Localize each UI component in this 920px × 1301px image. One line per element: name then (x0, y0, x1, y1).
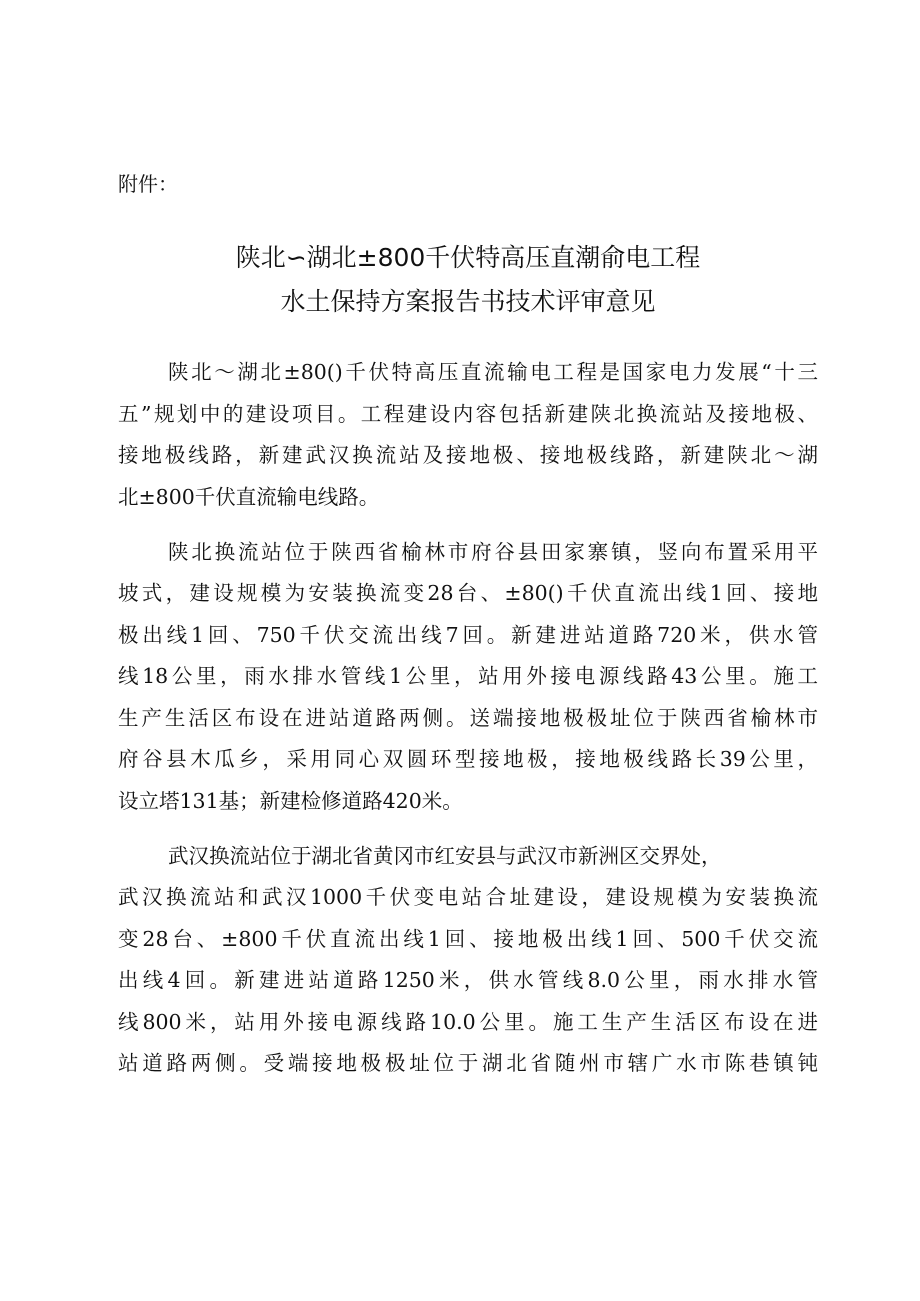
text-line: 出线4回。新建进站道路1250米，供水管线8.0公里，雨水排水管 (118, 968, 818, 992)
text-line: 府谷县木瓜乡，采用同心双圆环型接地极，接地极线路长39公里， (118, 747, 818, 771)
paragraph-wuhan-station (118, 836, 818, 1085)
attachment-label: 附件： (118, 172, 178, 196)
text-line: 线800米，站用外接电源线路10.0公里。施工生产生活区布设在进 (118, 1009, 818, 1034)
text-line: 陕北～湖北±80()千伏特高压直流输电工程是国家电力发展“十三 (168, 360, 818, 384)
text-line: 站道路两侧。受端接地极极址位于湖北省随州市辖广水市陈巷镇钝 (118, 1051, 818, 1075)
title-line-2: 水土保持方案报告书技术评审意见 (280, 287, 656, 316)
document-title (118, 236, 818, 324)
text-line: 坡式，建设规模为安装换流变28台、±80()千伏直流出线1回、接地 (118, 581, 818, 605)
text-line: 设立塔131基；新建检修道路420米。 (118, 788, 463, 813)
text-line: 陕北换流站位于陕西省榆林市府谷县田家寨镇，竖向布置采用平 (168, 539, 818, 564)
title-line-1: 陕北∽湖北±800千伏特高压直潮俞电工程 (235, 243, 701, 272)
paragraph-project-overview (118, 352, 818, 518)
text-line: 接地极线路，新建武汉换流站及接地极、接地极线路，新建陕北～湖 (118, 443, 818, 467)
text-line: 五”规划中的建设项目。工程建设内容包括新建陕北换流站及接地极、 (118, 401, 818, 426)
text-line: 生产生活区布设在进站道路两侧。送端接地极极址位于陕西省榆林市 (118, 705, 818, 730)
text-line: 北±800千伏直流输电线路。 (118, 484, 380, 509)
document-body (118, 352, 818, 1098)
text-line: 武汉换流站位于湖北省黄冈市红安县与武汉市新洲区交界处， (168, 843, 722, 868)
text-line: 极出线1回、750千伏交流出线7回。新建进站道路720米，供水管 (118, 622, 818, 647)
text-line: 线18公里，雨水排水管线1公里，站用外接电源线路43公里。施工 (118, 664, 818, 688)
paragraph-shaanbei-station (118, 532, 818, 823)
text-line: 武汉换流站和武汉1000千伏变电站合址建设，建设规模为安装换流 (118, 885, 818, 909)
text-line: 变28台、±800千伏直流出线1回、接地极出线1回、500千伏交流 (118, 926, 818, 951)
